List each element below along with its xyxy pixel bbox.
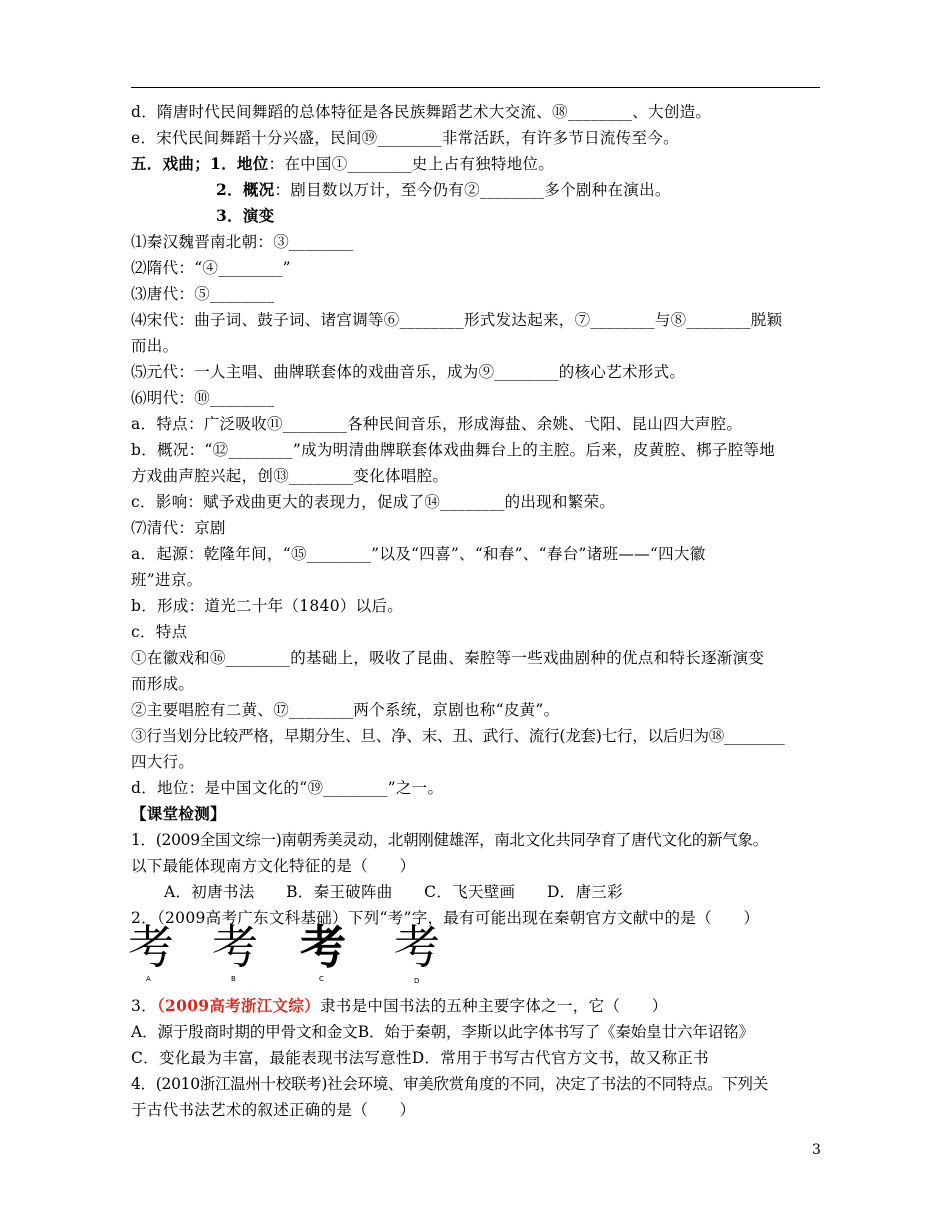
question-3-stem (131, 995, 668, 1017)
question-4-line-2: 于古代书法艺术的叙述正确的是（ ） (131, 1101, 416, 1119)
line-feature-3a: ③行当划分比较严格，早期分生、旦、净、末、丑、武行、流行(龙套)七行，以后归为⑱________ (131, 727, 785, 745)
line-ming: ⑹明代：⑩________ (131, 389, 275, 407)
question-3-text: 隶书是中国书法的五种主要字体之一，它（ ） (319, 997, 668, 1015)
svg-text:A: A (146, 975, 151, 983)
line-dance-d: d．隋唐时代民间舞蹈的总体特征是各民族舞蹈艺术大交流、⑱________、大创造。 (131, 103, 712, 121)
line-feature-1a: ①在徽戏和⑯________的基础上，吸收了昆曲、秦腔等一些戏曲剧种的优点和特长逐渐演变 (131, 649, 765, 667)
kao-glyph-options-image (128, 919, 461, 985)
glyph-option-c (300, 920, 346, 983)
line-ming-b-2: 方戏曲声腔兴起，创⑬________变化体唱腔。 (131, 467, 449, 485)
line-ming-a: a．特点：广泛吸收⑪________各种民间音乐，形成海盐、余姚、弋阳、昆山四大声腔。 (131, 415, 743, 433)
question-3-number: 3． (131, 997, 157, 1015)
line-qing-c: c．特点 (131, 623, 188, 641)
question-3-options-cd: C．变化最为丰富，最能表现书法写意性D．常用于书写古代官方文书，故又称正书 (131, 1049, 709, 1067)
line-feature-3b: 四大行。 (131, 753, 195, 771)
svg-text:考: 考 (300, 920, 346, 974)
page-number: 3 (812, 1142, 821, 1158)
position-label: 1．地位 (210, 154, 269, 173)
line-tang: ⑶唐代：⑤________ (131, 285, 275, 303)
line-yuan: ⑸元代：一人主唱、曲牌联套体的戏曲音乐，成为⑨________的核心艺术形式。 (131, 363, 686, 381)
svg-text:D: D (414, 977, 420, 985)
line-qing-a-1: a．起源：乾隆年间，“⑮________”以及“四喜”、“和春”、“春台”诸班——“四大徽 (131, 545, 706, 563)
svg-text:考: 考 (394, 920, 440, 974)
svg-text:C: C (319, 975, 324, 983)
classroom-test-heading: 【课堂检测】 (131, 804, 226, 823)
position-text: ：在中国①________史上占有独特地位。 (268, 155, 555, 173)
evolution-heading: 3．演变 (216, 206, 275, 225)
header-rule (131, 87, 820, 88)
line-song-2: 而出。 (131, 337, 179, 355)
question-1-line-1: 1．(2009全国文综一)南朝秀美灵动，北朝刚健雄浑，南北文化共同孕育了唐代文化的新气象。 (131, 831, 768, 849)
line-ming-c: c．影响：赋予戏曲更大的表现力，促成了⑭________的出现和繁荣。 (131, 493, 616, 511)
line-qing-d: d．地位：是中国文化的“⑲________”之一。 (131, 779, 444, 797)
drama-position-line (131, 153, 554, 175)
overview-label: 2．概况 (216, 180, 275, 199)
line-dance-e: e．宋代民间舞蹈十分兴盛，民间⑲________非常活跃，有许多节日流传至今。 (131, 129, 679, 147)
line-feature-2: ②主要唱腔有二黄、⑰________两个系统，京剧也称“皮黄”。 (131, 701, 560, 719)
question-3-options-ab: A．源于殷商时期的甲骨文和金文B．始于秦朝，李斯以此字体书写了《秦始皇廿六年诏铭》 (131, 1023, 754, 1041)
line-ming-b-1: b．概况：“⑫________”成为明清曲牌联套体戏曲舞台上的主腔。后来，皮黄腔、梆子腔等地 (131, 441, 776, 459)
question-4-line-1: 4．(2010浙江温州十校联考)社会环境、审美欣赏角度的不同，决定了书法的不同特点。下列关 (131, 1075, 768, 1093)
question-1-line-2: 以下最能体现南方文化特征的是（ ） (131, 857, 416, 875)
line-qing-b: b．形成：道光二十年（1840）以后。 (131, 597, 404, 615)
line-qin-han: ⑴秦汉魏晋南北朝：③________ (131, 233, 354, 251)
glyph-option-b (212, 920, 258, 983)
line-song-1: ⑷宋代：曲子词、鼓子词、诸宫调等⑥________形式发达起来，⑦________与⑧________脱颖 (131, 311, 783, 329)
question-2: 2．（2009高考广东文科基础）下列“考”字，最有可能出现在秦朝官方文献中的是（ ） (131, 909, 760, 927)
svg-text:考: 考 (128, 920, 174, 974)
line-qing: ⑺清代：京剧 (131, 519, 226, 537)
glyph-option-a (128, 920, 174, 983)
overview-text: ：剧目数以万计，至今仍有②________多个剧种在演出。 (274, 181, 671, 199)
line-feature-1b: 而形成。 (131, 675, 195, 693)
question-1-options: A．初唐书法 B．秦王破阵曲 C．飞天壁画 D．唐三彩 (164, 883, 623, 901)
drama-overview-line (216, 179, 671, 201)
svg-text:B: B (231, 975, 236, 983)
line-qing-a-2: 班”进京。 (131, 571, 203, 589)
glyph-option-d (394, 920, 440, 985)
line-sui: ⑵隋代：“④________” (131, 259, 291, 277)
question-3-source: （2009高考浙江文综） (156, 996, 320, 1015)
svg-text:考: 考 (212, 920, 258, 974)
drama-section-heading: 五．戏曲； (131, 154, 211, 173)
